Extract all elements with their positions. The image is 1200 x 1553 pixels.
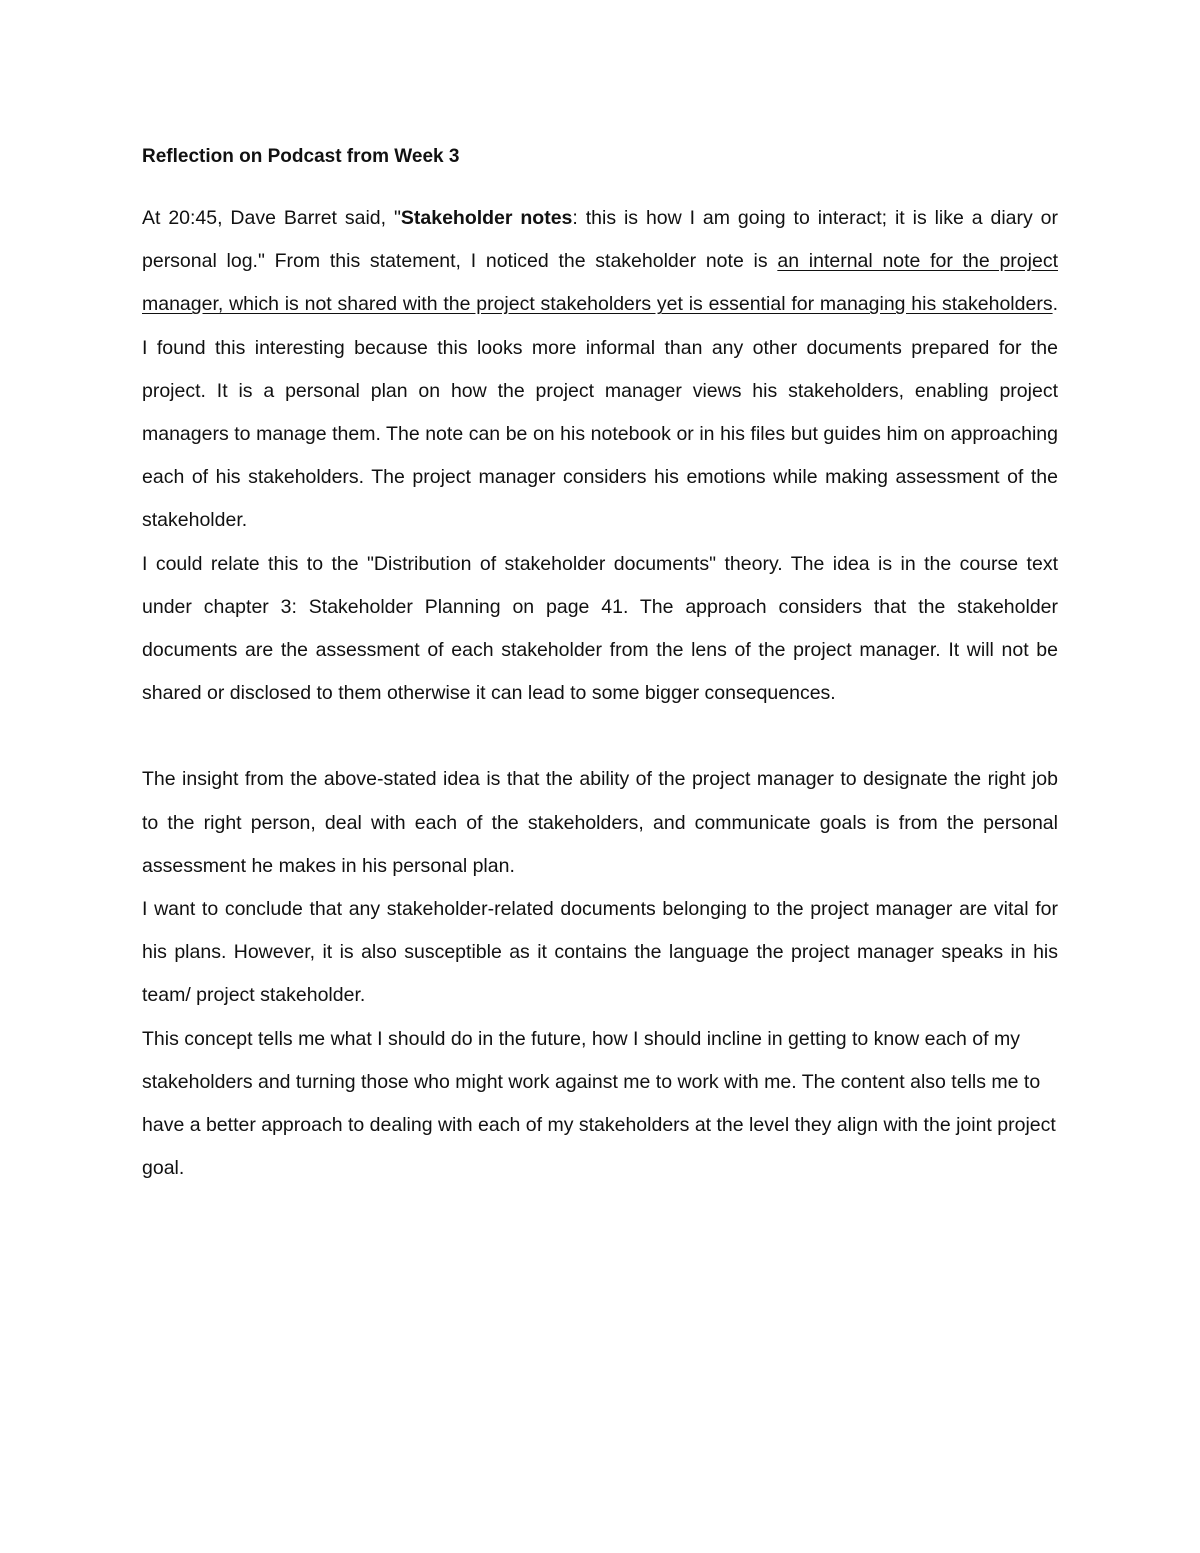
quoted-term-bold: Stakeholder notes bbox=[400, 207, 573, 229]
paragraph-5: This concept tells me what I should do in the future, how I should incline in getting to know each of my stakeholders and turning those who might work against me to work with me. The content also tells me to have a better approach to dealing with each of my stakeholders at the level they align with the joint project goal. bbox=[142, 1027, 1056, 1180]
paragraph-4: I want to conclude that any stakeholder-related documents belonging to the project manager are vital for his plans. However, it is also susceptible as it contains the language the project manager speaks in his team/ project stakeholder. bbox=[142, 898, 1058, 1007]
paragraph-1-quote: : this is how I am going to interact; it is like a diary or personal log." From this statement, I noticed the stakeholder note is bbox=[142, 207, 1058, 273]
paragraph-2: I could relate this to the "Distribution of stakeholder documents" theory. The idea is in the course text under chapter 3: Stakeholder Planning on page 41. The approach considers that the stakeholder documents are the assessment of each stakeholder from the lens of the project manager. It will not be shared or disclosed to them otherwise it can lead to some bigger consequences. bbox=[142, 552, 1058, 705]
paragraph-3: The insight from the above-stated idea is that the ability of the project manager to designate the right job to the right person, deal with each of the stakeholders, and communicate goals is from the personal assessment he makes in his personal plan. bbox=[142, 768, 1058, 877]
document-body bbox=[142, 137, 1058, 1190]
paragraph-1 bbox=[142, 197, 1058, 543]
paragraph-spacer bbox=[142, 715, 1058, 758]
document-title: Reflection on Podcast from Week 3 bbox=[142, 146, 460, 167]
paragraph-1-intro: At 20:45, Dave Barret said, " bbox=[142, 207, 401, 229]
paragraph-1-rest: . I found this interesting because this looks more informal than any other documents prepared for the project. It is a personal plan on how the project manager views his stakeholders, enabling project managers to manage them. The note can be on his notebook or in his files but guides him on approaching each of his stakeholders. The project manager considers his emotions while making assessment of the stakeholder. bbox=[142, 293, 1058, 532]
underlined-key-point: an internal note for the project manager, which is not shared with the project stakeholders yet is essential for managing his stakeholders bbox=[142, 250, 1058, 316]
